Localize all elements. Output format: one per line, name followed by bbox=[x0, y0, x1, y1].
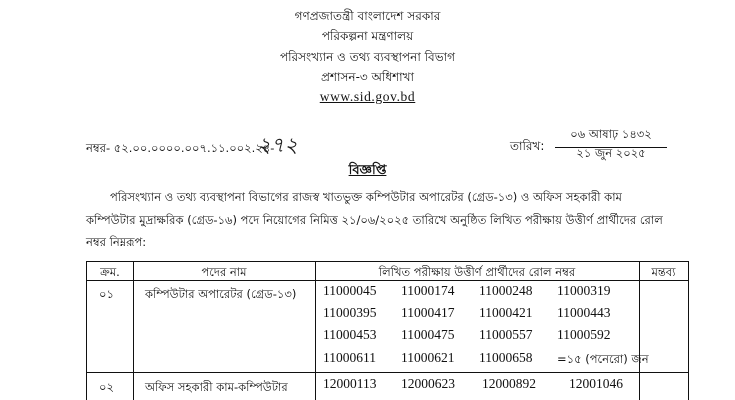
date-english: ২১ জুন ২০২৫ bbox=[576, 146, 646, 160]
roll-number: 11000621 bbox=[401, 350, 455, 365]
date-bangla: ০৬ আষাঢ় ১৪৩২ bbox=[555, 126, 667, 148]
roll-number: 12000623 bbox=[401, 376, 455, 391]
branch-name: প্রশাসন-৩ অধিশাখা bbox=[320, 70, 415, 84]
table-col-divider bbox=[688, 262, 689, 400]
memo-handwritten-number: ২৭২ bbox=[257, 133, 298, 157]
roll-number: 11000395 bbox=[323, 305, 377, 320]
roll-number: 11000421 bbox=[479, 305, 533, 320]
roll-number: 11000248 bbox=[479, 283, 533, 298]
roll-number: 11000557 bbox=[479, 327, 533, 342]
header-serial: ক্রম. bbox=[100, 265, 120, 279]
header-post: পদের নাম bbox=[201, 265, 247, 279]
roll-number: 11000417 bbox=[401, 305, 455, 320]
roll-number: 12000113 bbox=[323, 376, 377, 391]
date-label: তারিখ: bbox=[510, 139, 545, 153]
roll-number: 11000443 bbox=[557, 305, 611, 320]
notice-paragraph-line-3: নম্বর নিম্নরূপ: bbox=[86, 235, 147, 249]
results-table bbox=[86, 261, 689, 400]
roll-number: 12000892 bbox=[482, 376, 536, 391]
header-rolls: লিখিত পরীক্ষায় উত্তীর্ণ প্রার্থীদের রোল নম্বর bbox=[378, 265, 576, 279]
row-1-serial: ০১ bbox=[99, 287, 114, 301]
memo-number: নম্বর- ৫২.০০.০০০০.০০৭.১১.০০২.২৪- bbox=[86, 141, 275, 155]
row-1-total: =১৫ (পনেরো) জন bbox=[557, 352, 649, 366]
notice-title bbox=[0, 161, 735, 182]
roll-number: 11000174 bbox=[401, 283, 455, 298]
notice-title-text: বিজ্ঞপ্তি bbox=[348, 163, 387, 178]
roll-number: 11000319 bbox=[557, 283, 611, 298]
roll-number: 11000453 bbox=[323, 327, 377, 342]
row-2-post: অফিস সহকারী কাম-কম্পিউটার bbox=[145, 380, 288, 394]
division-name: পরিসংখ্যান ও তথ্য ব্যবস্থাপনা বিভাগ bbox=[279, 50, 456, 64]
notice-paragraph-line-2: কম্পিউটার মুদ্রাক্ষরিক (গ্রেড-১৬) পদে নিয়োগের নিমিত্ত ২১/০৬/২০২৫ তারিখে অনুষ্ঠিত লিখিত পরীক্ষায় উত্তীর্ণ প্রার্থীদের রোল bbox=[86, 213, 663, 227]
header-remarks: মন্তব্য bbox=[651, 265, 676, 279]
roll-number: 11000475 bbox=[401, 327, 455, 342]
government-title: গণপ্রজাতন্ত্রী বাংলাদেশ সরকার bbox=[294, 9, 441, 23]
notice-paragraph-line-1: পরিসংখ্যান ও তথ্য ব্যবস্থাপনা বিভাগের রাজস্ব খাতভুক্ত কম্পিউটার অপারেটর (গ্রেড-১৩) ও অফিস সহকারী কাম bbox=[110, 190, 622, 204]
table-row-divider bbox=[87, 372, 689, 373]
roll-number: 12001046 bbox=[569, 376, 623, 391]
ministry-name: পরিকল্পনা মন্ত্রণালয় bbox=[321, 29, 414, 43]
row-2-serial: ০২ bbox=[99, 380, 114, 394]
website-link[interactable] bbox=[0, 89, 735, 105]
website-text[interactable]: www.sid.gov.bd bbox=[319, 89, 416, 104]
roll-number: 11000592 bbox=[557, 327, 611, 342]
roll-number: 11000045 bbox=[323, 283, 377, 298]
roll-number: 11000611 bbox=[323, 350, 376, 365]
row-1-post: কম্পিউটার অপারেটর (গ্রেড-১৩) bbox=[145, 287, 297, 301]
roll-number: 11000658 bbox=[479, 350, 533, 365]
